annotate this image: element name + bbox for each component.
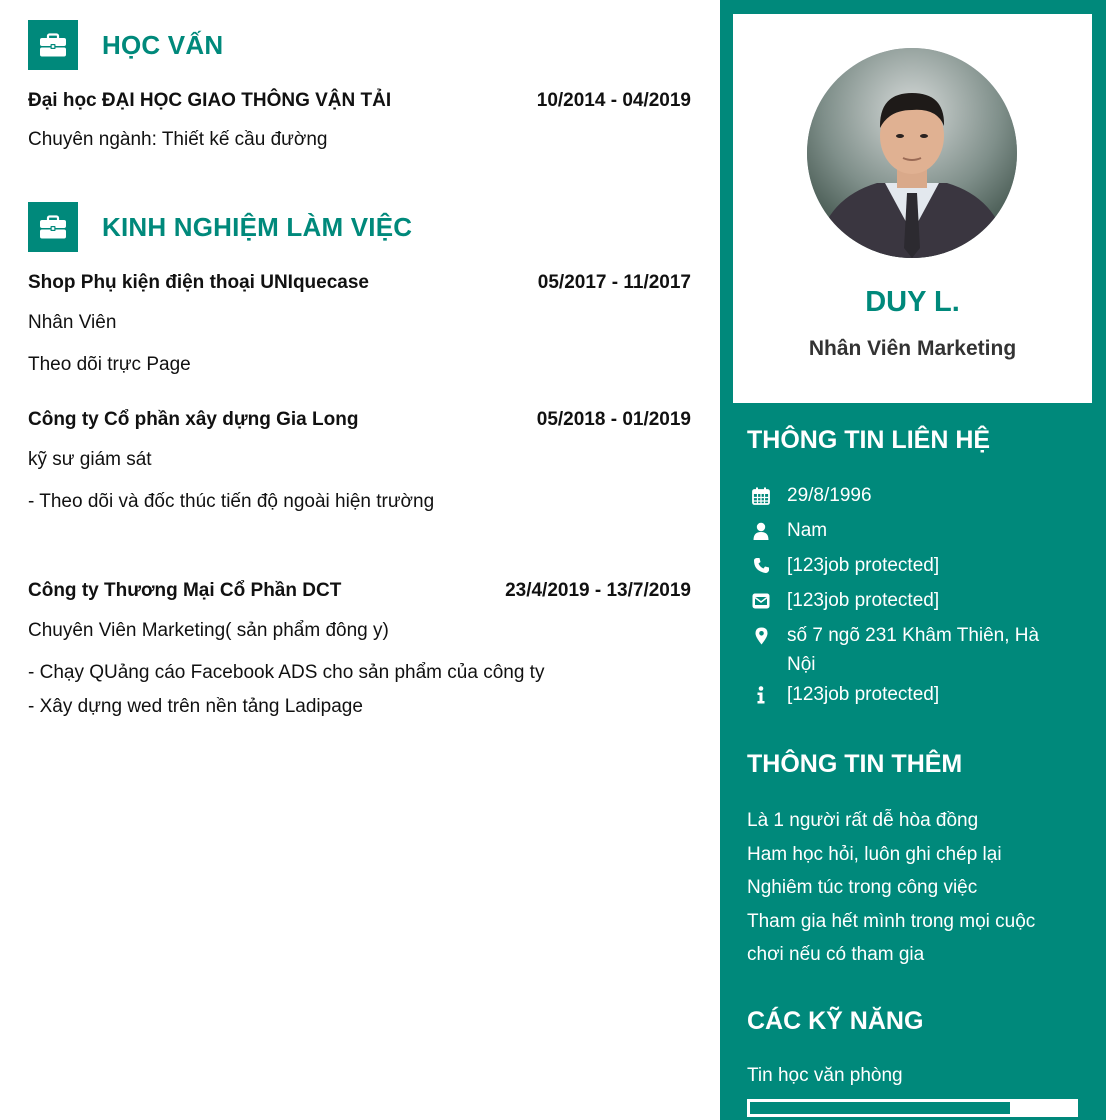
experience-period: 23/4/2019 - 13/7/2019 [505, 580, 691, 601]
envelope-icon [751, 586, 771, 615]
user-icon [751, 516, 771, 545]
job-detail: - Xây dựng wed trên nền tảng Ladipage [28, 696, 363, 717]
additional-info-line: chơi nếu có tham gia [747, 944, 925, 965]
job-position: kỹ sư giám sát [28, 449, 152, 470]
profile-name: DUY L. [865, 286, 960, 318]
section-title: KINH NGHIỆM LÀM VIỆC [102, 211, 413, 242]
job-detail: - Chạy QUảng cáo Facebook ADS cho sản phẩm của công ty [28, 662, 545, 683]
contact-address [751, 621, 1051, 679]
contact-value: số 7 ngõ 231 Khâm Thiên, Hà Nội [787, 625, 1040, 675]
contact-value: [123job protected] [787, 590, 940, 611]
contact-birthday [751, 481, 1071, 510]
section-title: HỌC VẤN [102, 29, 224, 60]
contact-value: Nam [787, 520, 828, 541]
experience-header [28, 202, 691, 252]
experience-period: 05/2018 - 01/2019 [536, 409, 691, 430]
experience-entry-header [28, 272, 691, 294]
sidebar [720, 0, 1106, 1120]
company-name: Công ty Thương Mại Cổ Phần DCT [28, 580, 342, 601]
job-position: Chuyên Viên Marketing( sản phẩm đông y) [28, 620, 389, 641]
experience-entry [28, 272, 691, 376]
education-section [28, 20, 691, 151]
job-detail: Theo dõi trực Page [28, 354, 191, 375]
profile-card [733, 14, 1092, 403]
experience-entry [28, 580, 691, 718]
experience-entry-header [28, 409, 691, 431]
phone-icon [751, 551, 771, 580]
job-position: Nhân Viên [28, 312, 117, 333]
additional-info-line: Ham học hỏi, luôn ghi chép lại [747, 844, 1002, 865]
experience-section [28, 202, 691, 252]
education-major: Chuyên ngành: Thiết kế cầu đường [28, 129, 328, 150]
contact-other [751, 680, 1071, 709]
contact-value: 29/8/1996 [787, 485, 872, 506]
contact-phone [751, 551, 1071, 580]
skill-name: Tin học văn phòng [747, 1065, 903, 1086]
skill-progress-fill [750, 1102, 1010, 1114]
map-marker-icon [751, 621, 771, 650]
company-name: Shop Phụ kiện điện thoại UNIquecase [28, 272, 369, 293]
contact-heading: THÔNG TIN LIÊN HỆ [747, 426, 991, 454]
avatar [807, 48, 1017, 258]
experience-entry [28, 409, 691, 513]
additional-info-heading: THÔNG TIN THÊM [747, 750, 963, 778]
briefcase-icon [28, 202, 78, 252]
additional-info-line: Là 1 người rất dễ hòa đồng [747, 810, 979, 831]
education-entry-header [28, 90, 691, 112]
education-header [28, 20, 691, 70]
additional-info-line: Nghiêm túc trong công việc [747, 877, 978, 898]
additional-info-line: Tham gia hết mình trong mọi cuộc [747, 911, 1036, 932]
school-name: Đại học ĐẠI HỌC GIAO THÔNG VẬN TẢI [28, 90, 392, 111]
experience-entry-header [28, 580, 691, 602]
contact-gender [751, 516, 1071, 545]
company-name: Công ty Cổ phần xây dựng Gia Long [28, 409, 359, 430]
info-icon [751, 680, 771, 709]
briefcase-icon [28, 20, 78, 70]
skill-progress-bar [747, 1099, 1078, 1117]
education-period: 10/2014 - 04/2019 [536, 90, 691, 111]
job-detail: - Theo dõi và đốc thúc tiến độ ngoài hiện trường [28, 491, 435, 512]
contact-email [751, 586, 1071, 615]
profile-job-title: Nhân Viên Marketing [808, 337, 1017, 360]
skills-heading: CÁC KỸ NĂNG [747, 1007, 924, 1035]
contact-value: [123job protected] [787, 555, 940, 576]
experience-period: 05/2017 - 11/2017 [537, 272, 691, 293]
calendar-icon [751, 481, 771, 510]
contact-value: [123job protected] [787, 684, 940, 705]
